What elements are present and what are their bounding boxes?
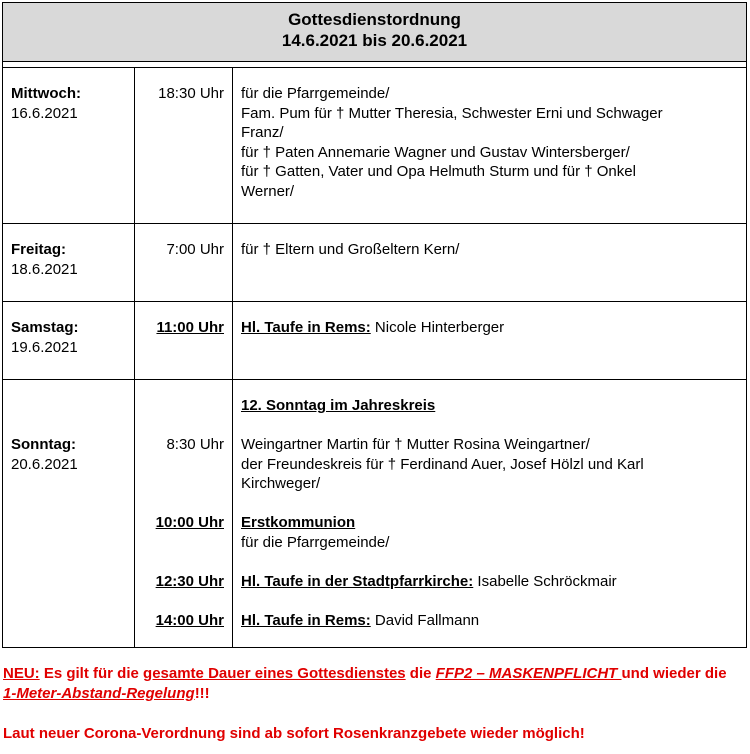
intention-line: für † Gatten, Vater und Opa Helmuth Sturm und für † Onkel — [241, 163, 636, 180]
intention-line: für † Paten Annemarie Wagner und Gustav Wintersberger/ — [241, 143, 630, 161]
schedule-table — [2, 2, 747, 648]
header-cell — [3, 3, 747, 62]
intention-line: für † Eltern und Großeltern Kern/ — [241, 241, 460, 258]
day-name: Sonntag: — [11, 436, 76, 453]
day-cell — [3, 302, 135, 380]
row-samstag — [3, 302, 747, 380]
intention-line: Werner/ — [241, 182, 295, 200]
intention-line: Kirchweger/ — [241, 475, 321, 492]
day-name: Samstag: — [11, 319, 79, 336]
day-cell — [3, 224, 135, 302]
day-date: 20.6.2021 — [11, 455, 78, 473]
intention-line: für die Pfarrgemeinde/ — [241, 533, 390, 551]
event-title: Hl. Taufe in der Stadtpfarrkirche: — [241, 572, 474, 590]
event-title: Erstkommunion — [241, 514, 356, 531]
schedule-title: Gottesdienstordnung — [288, 10, 461, 29]
notice-emphasis: gesamte Dauer eines Gottesdienstes — [143, 665, 406, 682]
day-date: 19.6.2021 — [11, 338, 78, 356]
time-cell — [135, 302, 233, 380]
mass-time: 12:30 Uhr — [155, 572, 224, 590]
notice-text: die — [405, 665, 436, 682]
day-date: 18.6.2021 — [11, 260, 78, 278]
new-label: NEU: — [3, 665, 40, 682]
notice-text: Es gilt für die — [39, 665, 144, 682]
header-row — [3, 3, 747, 62]
row-mittwoch — [3, 68, 747, 224]
day-cell — [3, 380, 135, 648]
baptism-name: David Fallmann — [370, 611, 480, 629]
time-cell — [135, 68, 233, 224]
mass-time: 7:00 Uhr — [166, 241, 224, 258]
intention-line: Fam. Pum für † Mutter Theresia, Schwester Erni und Schwager — [241, 104, 663, 122]
day-name: Mittwoch: — [11, 85, 81, 102]
event-title: Hl. Taufe in Rems: — [241, 611, 371, 629]
day-name: Freitag: — [11, 241, 67, 258]
mask-requirement: FFP2 – MASKENPFLICHT — [435, 665, 622, 682]
mass-time: 11:00 Uhr — [156, 319, 224, 336]
footer-notice — [3, 664, 743, 744]
row-freitag — [3, 224, 747, 302]
mass-time: 14:00 Uhr — [155, 611, 224, 629]
intention-cell — [233, 68, 747, 224]
row-sonntag — [3, 380, 747, 648]
schedule-sheet — [2, 2, 747, 648]
time-cell — [135, 380, 233, 648]
baptism-name: Isabelle Schröckmair — [473, 572, 617, 590]
event-title: Hl. Taufe in Rems: — [241, 319, 371, 336]
day-date: 16.6.2021 — [11, 104, 78, 122]
baptism-name: Nicole Hinterberger — [370, 319, 505, 336]
mass-time: 18:30 Uhr — [158, 85, 224, 102]
intention-line: Weingartner Martin für † Mutter Rosina Weingartner/ — [241, 436, 590, 453]
distance-rule: 1-Meter-Abstand-Regelung — [3, 685, 195, 702]
intention-cell — [233, 380, 747, 648]
intention-cell — [233, 302, 747, 380]
day-cell — [3, 68, 135, 224]
intention-line: der Freundeskreis für † Ferdinand Auer, Josef Hölzl und Karl — [241, 455, 644, 473]
rosary-notice: Laut neuer Corona-Verordnung sind ab sofort Rosenkranzgebete wieder möglich! — [3, 724, 585, 742]
notice-text: !!! — [194, 685, 210, 702]
notice-text: und wieder die — [621, 665, 727, 682]
mask-notice — [3, 664, 743, 704]
schedule-date-range: 14.6.2021 bis 20.6.2021 — [281, 31, 468, 50]
intention-line: Franz/ — [241, 124, 284, 141]
sunday-heading: 12. Sonntag im Jahreskreis — [241, 397, 436, 414]
time-cell — [135, 224, 233, 302]
mass-time: 10:00 Uhr — [155, 514, 224, 531]
mass-time: 8:30 Uhr — [166, 436, 224, 453]
intention-cell — [233, 224, 747, 302]
intention-line: für die Pfarrgemeinde/ — [241, 85, 390, 102]
